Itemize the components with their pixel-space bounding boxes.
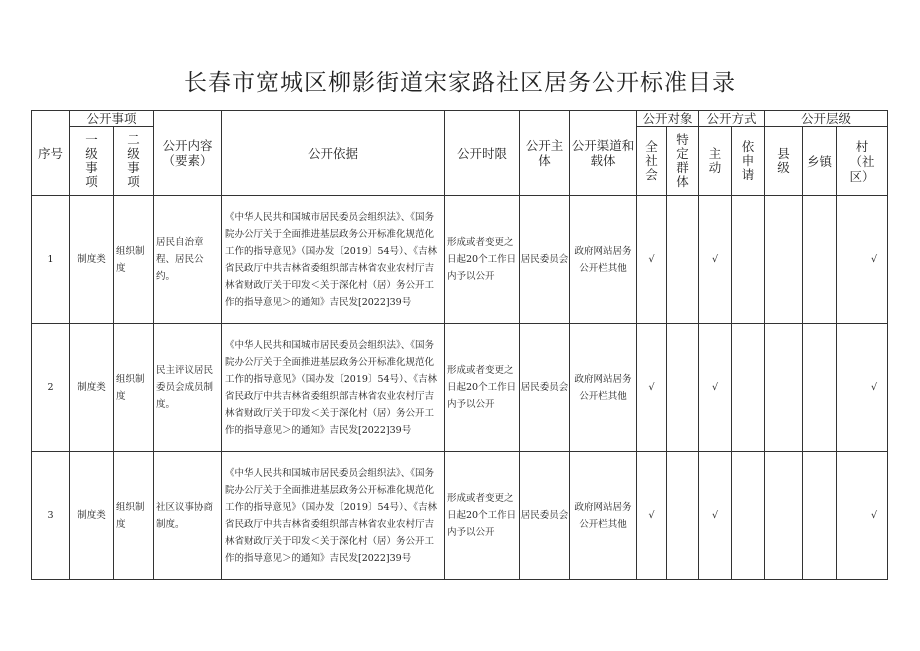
cell-level-village: √ [837, 452, 888, 580]
cell-item1: 制度类 [70, 452, 114, 580]
cell-time: 形成或者变更之日起20个工作日内予以公开 [445, 196, 520, 324]
header-level-county-text: 县级 [777, 146, 790, 175]
cell-level-county [765, 452, 803, 580]
header-level-group: 公开层级 [765, 111, 888, 127]
cell-channel: 政府网站居务公开栏其他 [570, 324, 637, 452]
cell-subject: 居民委员会 [520, 452, 570, 580]
cell-mode-request [732, 196, 765, 324]
cell-item1: 制度类 [70, 324, 114, 452]
header-item1-text: 一级事项 [85, 132, 98, 189]
cell-target-all: √ [637, 452, 667, 580]
cell-item2: 组织制度 [114, 452, 154, 580]
cell-subject: 居民委员会 [520, 196, 570, 324]
cell-level-town [803, 324, 837, 452]
header-mode-request-text: 依申请 [741, 139, 755, 182]
header-item1 [70, 127, 114, 196]
cell-target-all: √ [637, 324, 667, 452]
cell-mode-active: √ [699, 196, 732, 324]
cell-item1: 制度类 [70, 196, 114, 324]
cell-mode-active: √ [699, 324, 732, 452]
cell-content: 民主评议居民委员会成员制度。 [154, 324, 222, 452]
cell-target-all: √ [637, 196, 667, 324]
header-target-group: 公开对象 [637, 111, 699, 127]
cell-level-county [765, 324, 803, 452]
cell-seq: 3 [32, 452, 70, 580]
header-mode-active [699, 127, 732, 196]
header-target-specific [667, 127, 699, 196]
cell-target-specific [667, 196, 699, 324]
cell-target-specific [667, 452, 699, 580]
table-row [32, 324, 888, 452]
header-mode-group: 公开方式 [699, 111, 765, 127]
header-subject: 公开主体 [520, 111, 570, 196]
cell-seq: 2 [32, 324, 70, 452]
cell-mode-request [732, 452, 765, 580]
header-basis: 公开依据 [222, 111, 445, 196]
header-level-village [837, 127, 888, 196]
cell-basis: 《中华人民共和国城市居民委员会组织法》、《国务院办公厅关于全面推进基层政务公开标准化规范化工作的指导意见》（国办发〔2019〕54号）、《吉林省民政厅中共吉林省委组织部吉林省农业农村厅吉林省财政厅关于印发＜关于深化村（居）务公开工作的指导意见＞的通知》吉民发[2022]39号 [222, 196, 445, 324]
cell-subject: 居民委员会 [520, 324, 570, 452]
cell-level-village: √ [837, 196, 888, 324]
cell-level-village: √ [837, 324, 888, 452]
header-seq: 序号 [32, 111, 70, 196]
header-level-village-text: 村（社区） [849, 138, 875, 184]
header-time: 公开时限 [445, 111, 520, 196]
header-item2 [114, 127, 154, 196]
table-row [32, 196, 888, 324]
cell-channel: 政府网站居务公开栏其他 [570, 452, 637, 580]
header-target-all-text: 全社会 [645, 139, 658, 182]
cell-level-town [803, 452, 837, 580]
cell-basis: 《中华人民共和国城市居民委员会组织法》、《国务院办公厅关于全面推进基层政务公开标准化规范化工作的指导意见》（国办发〔2019〕54号）、《吉林省民政厅中共吉林省委组织部吉林省农业农村厅吉林省财政厅关于印发＜关于深化村（居）务公开工作的指导意见＞的通知》吉民发[2022]39号 [222, 324, 445, 452]
cell-mode-active: √ [699, 452, 732, 580]
disclosure-table [31, 110, 888, 580]
cell-target-specific [667, 324, 699, 452]
header-target-all [637, 127, 667, 196]
table-row [32, 452, 888, 580]
cell-seq: 1 [32, 196, 70, 324]
page-title: 长春市宽城区柳影街道宋家路社区居务公开标准目录 [184, 70, 736, 96]
cell-content: 居民自治章程、居民公约。 [154, 196, 222, 324]
header-content: 公开内容（要素） [154, 111, 222, 196]
cell-time: 形成或者变更之日起20个工作日内予以公开 [445, 324, 520, 452]
cell-item2: 组织制度 [114, 324, 154, 452]
header-item-group: 公开事项 [70, 111, 154, 127]
cell-mode-request [732, 324, 765, 452]
header-item2-text: 二级事项 [127, 132, 140, 189]
header-channel: 公开渠道和载体 [570, 111, 637, 196]
header-target-specific-text: 特定群体 [676, 132, 689, 189]
header-mode-active-text: 主动 [708, 146, 722, 175]
header-level-town: 乡镇 [803, 127, 837, 196]
header-level-county [765, 127, 803, 196]
cell-basis: 《中华人民共和国城市居民委员会组织法》、《国务院办公厅关于全面推进基层政务公开标准化规范化工作的指导意见》（国办发〔2019〕54号）、《吉林省民政厅中共吉林省委组织部吉林省农业农村厅吉林省财政厅关于印发＜关于深化村（居）务公开工作的指导意见＞的通知》吉民发[2022]39号 [222, 452, 445, 580]
cell-content: 社区议事协商制度。 [154, 452, 222, 580]
header-mode-request [732, 127, 765, 196]
cell-level-town [803, 196, 837, 324]
cell-time: 形成或者变更之日起20个工作日内予以公开 [445, 452, 520, 580]
cell-level-county [765, 196, 803, 324]
cell-channel: 政府网站居务公开栏其他 [570, 196, 637, 324]
cell-item2: 组织制度 [114, 196, 154, 324]
